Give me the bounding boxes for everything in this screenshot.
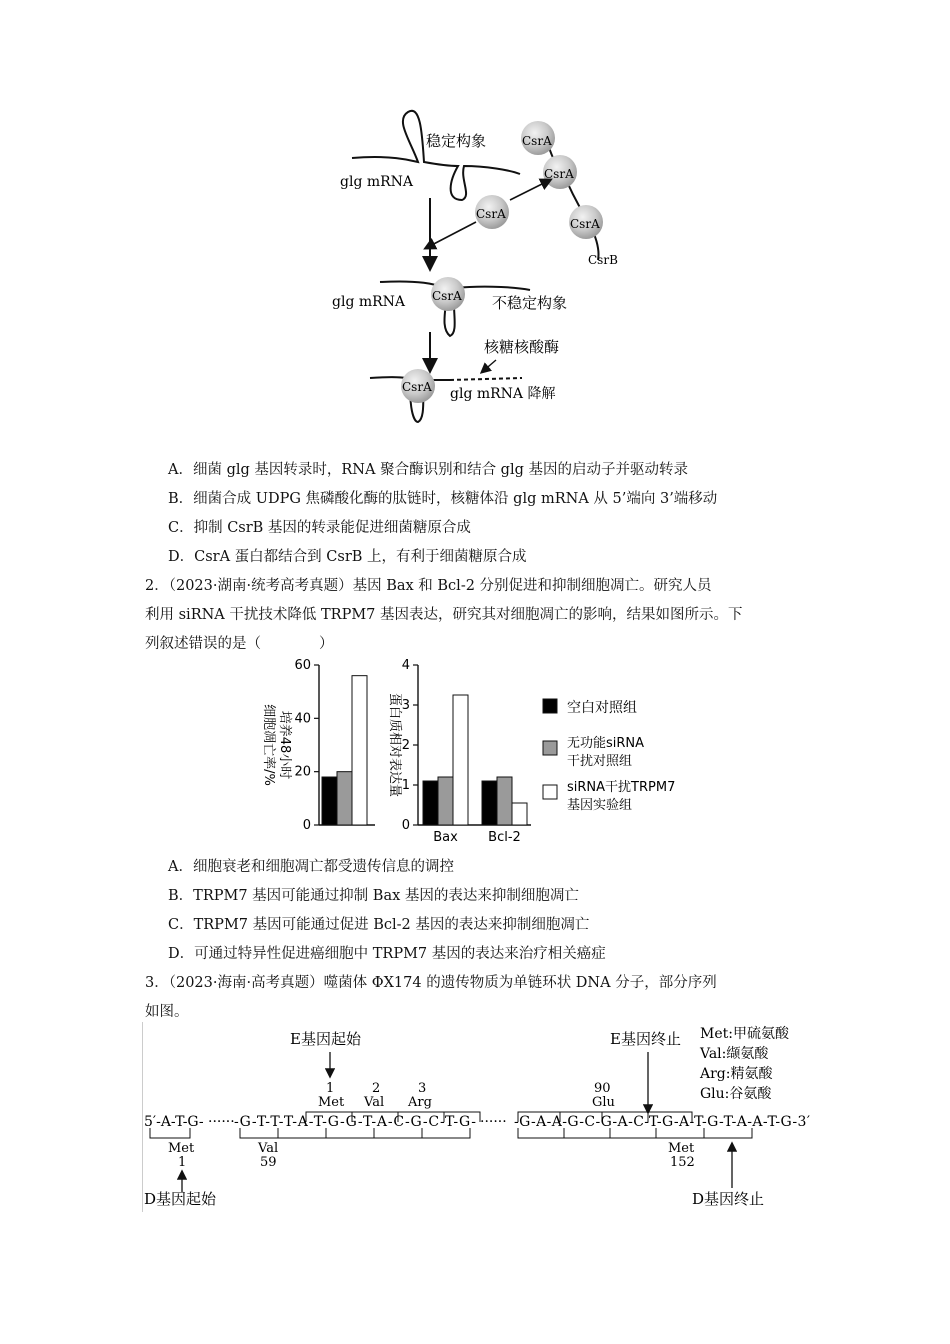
chart2-category-label-1: Bcl-2	[488, 830, 521, 845]
chart1-ylabel-line2: 细胞凋亡率/%	[261, 704, 276, 786]
e-codon-90-aa: Glu	[592, 1095, 615, 1110]
d-gene-end-label: D基因终止	[692, 1190, 765, 1208]
glg-mrna-label-2: glg mRNA	[332, 294, 406, 310]
e-codon-1-num: 1	[326, 1081, 335, 1096]
chart2-ytick-label-2: 2	[401, 738, 410, 753]
legend-swatch-3	[543, 785, 557, 799]
key-met: Met:甲硫氨酸	[700, 1026, 789, 1042]
csra-label-bound: CsrA	[432, 289, 462, 303]
arrow-to-csrb	[510, 180, 550, 200]
e-codon-3-num: 3	[418, 1081, 427, 1096]
legend-item-3a: siRNA干扰TRPM7	[567, 780, 676, 795]
key-glu: Glu:谷氨酸	[700, 1086, 772, 1102]
chart2-bar-1-0	[482, 781, 497, 825]
e-gene-end-label: E基因终止	[610, 1030, 681, 1048]
q1-option-c: C．抑制 CsrB 基因的转录能促进细菌糖原合成	[168, 520, 471, 536]
d-codon-152-num: 152	[670, 1155, 695, 1170]
unstable-label: 不稳定构象	[492, 294, 568, 312]
arrow-to-mrna	[426, 222, 476, 248]
e-codon-2-aa: Val	[364, 1095, 385, 1110]
figure-1-csra-mechanism	[300, 100, 620, 440]
chart1-bar-0-2	[352, 676, 367, 825]
d-gene-start-label: D基因起始	[144, 1190, 217, 1208]
chart1-bar-0-1	[337, 772, 352, 825]
csra-label-free: CsrA	[476, 207, 506, 221]
q1-option-b: B．细菌合成 UDPG 焦磷酸化酶的肽链时，核糖体沿 glg mRNA 从 5’端向 3’端移动	[168, 491, 718, 507]
chart2-ytick-label-0: 0	[401, 818, 410, 833]
sequence-part-3: -G-A-A-G-C-G-A-C-T-G-A-T-G-T-A-A-T-G-3′	[514, 1114, 810, 1130]
chart1-ytick-label-3: 60	[294, 658, 311, 673]
sequence-part-1: 5′-A-T-G-	[144, 1114, 204, 1130]
e-gene-start-label: E基因起始	[290, 1030, 361, 1048]
legend-item-2a: 无功能siRNA	[567, 736, 645, 751]
enzyme-label: 核糖核酸酶	[484, 338, 560, 356]
q1-option-d: D．CsrA 蛋白都结合到 CsrB 上，有利于细菌糖原合成	[168, 549, 527, 565]
d-codon-1-num: 1	[178, 1155, 187, 1170]
csra-label-1: CsrA	[522, 134, 552, 148]
d-codon-59-num: 59	[260, 1155, 277, 1170]
sequence-dots-1: ······	[208, 1114, 235, 1130]
chart1-ytick-label-0: 0	[302, 818, 311, 833]
key-val: Val:缬氨酸	[700, 1046, 769, 1062]
chart2-bar-0-2	[453, 695, 468, 825]
chart1-ytick-label-2: 40	[294, 711, 311, 727]
chart1-bar-0-0	[322, 777, 337, 825]
chart2-bar-0-0	[423, 781, 438, 825]
csrb-label: CsrB	[588, 253, 618, 267]
chart2-category-label-0: Bax	[433, 830, 458, 845]
chart2-ytick-label-4: 4	[401, 658, 410, 673]
glg-mrna-label-1: glg mRNA	[340, 174, 414, 190]
chart2-ylabel: 蛋白质相对表达量	[387, 692, 402, 798]
chart2-bar-1-1	[497, 777, 512, 825]
legend-item-1: 空白对照组	[567, 700, 637, 716]
e-codon-1-aa: Met	[318, 1095, 345, 1110]
stable-label: 稳定构象	[426, 132, 487, 150]
q2-stem-line-2: 利用 siRNA 干扰技术降低 TRPM7 基因表达，研究其对细胞凋亡的影响，结果如图所示。下	[145, 607, 743, 623]
chart2-bar-0-1	[438, 777, 453, 825]
e-codon-3-aa: Arg	[408, 1095, 432, 1110]
sequence-dots-2: ······	[480, 1114, 507, 1130]
figure-3-sequence	[140, 1022, 820, 1212]
q3-stem-line-2: 如图。	[145, 1004, 189, 1020]
sequence-part-2: -G-T-T-T-A-T-G-G-T-A-C-G-C-T-G-	[234, 1114, 476, 1130]
csra-label-degrading: CsrA	[402, 380, 432, 394]
arrow-enzyme	[482, 360, 496, 372]
e-codon-90-num: 90	[594, 1081, 611, 1096]
key-arg: Arg:精氨酸	[700, 1066, 773, 1082]
q2-charts	[255, 655, 705, 845]
q2-option-b: B．TRPM7 基因可能通过抑制 Bax 基因的表达来抑制细胞凋亡	[168, 888, 579, 904]
q2-option-d: D．可通过特异性促进癌细胞中 TRPM7 基因的表达来治疗相关癌症	[168, 946, 606, 962]
chart1-ytick-label-1: 20	[294, 764, 311, 780]
csra-label-3: CsrA	[570, 217, 600, 231]
chart2-bar-1-2	[512, 803, 527, 825]
legend-swatch-2	[543, 741, 557, 755]
legend-item-3b: 基因实验组	[567, 798, 633, 813]
q1-option-a: A．细菌 glg 基因转录时，RNA 聚合酶识别和结合 glg 基因的启动子并驱动转录	[168, 462, 688, 478]
dashed-degraded	[450, 378, 522, 380]
q2-option-a: A．细胞衰老和细胞凋亡都受遗传信息的调控	[168, 859, 454, 875]
figure-3-left-border	[142, 1022, 143, 1212]
d-codon-1-aa: Met	[168, 1141, 195, 1156]
q3-stem-line-1: 3．（2023·海南·高考真题）噬菌体 ΦX174 的遗传物质为单链环状 DNA 分子，部分序列	[145, 975, 717, 991]
legend-item-2b: 干扰对照组	[567, 754, 633, 769]
legend-swatch-1	[543, 699, 557, 713]
q2-stem-line-1: 2．（2023·湖南·统考高考真题）基因 Bax 和 Bcl-2 分别促进和抑制细胞凋亡。研究人员	[145, 578, 712, 594]
chart1-ylabel-line1: 培养48小时	[277, 710, 292, 780]
chart2-ytick-label-3: 3	[401, 698, 410, 713]
glg-mrna-label-3: glg mRNA 降解	[450, 386, 556, 402]
d-codon-152-aa: Met	[668, 1141, 695, 1156]
csra-label-2: CsrA	[544, 167, 574, 181]
chart2-ytick-label-1: 1	[401, 778, 410, 793]
d-codon-59-aa: Val	[258, 1141, 279, 1156]
q2-stem-line-3: 列叙述错误的是（ ）	[145, 636, 334, 652]
e-codon-2-num: 2	[372, 1081, 381, 1096]
q2-option-c: C．TRPM7 基因可能通过促进 Bcl-2 基因的表达来抑制细胞凋亡	[168, 917, 590, 933]
